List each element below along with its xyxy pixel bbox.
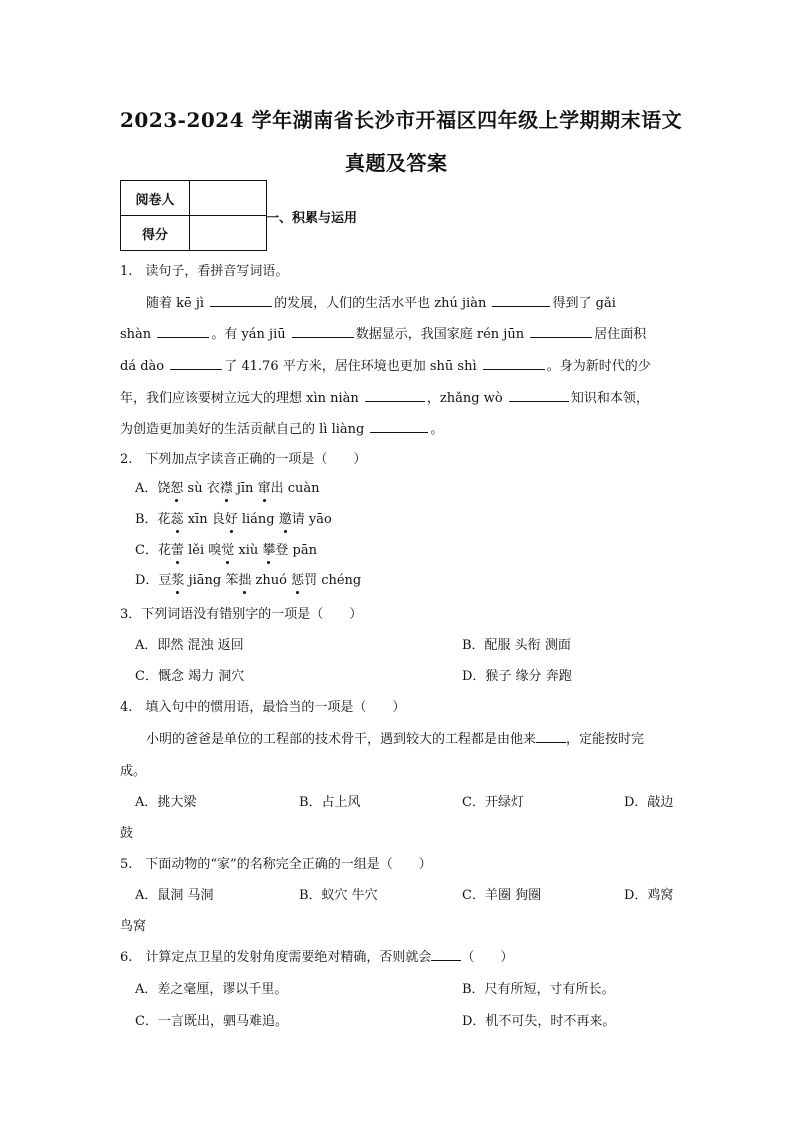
dotted-char: 浆 bbox=[171, 573, 185, 588]
q1-line-2 bbox=[120, 323, 646, 342]
answer-blank[interactable] bbox=[292, 325, 354, 338]
option-text: jīn bbox=[232, 481, 258, 496]
dotted-char: 拙 bbox=[238, 573, 252, 588]
option-text: 登 pān bbox=[275, 543, 317, 558]
q6-option-c[interactable]: C．一言既出，驷马难追。 bbox=[135, 1014, 288, 1029]
q4-option-c[interactable]: C．开绿灯 bbox=[462, 795, 524, 810]
q6-option-a[interactable]: A．差之毫厘，谬以千里。 bbox=[135, 982, 288, 997]
dotted-char: 蕾 bbox=[170, 543, 184, 558]
q5-option-d-continued: 鸟窝 bbox=[120, 919, 147, 934]
q2-option-a[interactable] bbox=[135, 477, 320, 496]
answer-blank[interactable] bbox=[536, 730, 566, 743]
q5-option-b[interactable]: B．蚁穴 牛穴 bbox=[299, 888, 378, 903]
answer-blank[interactable] bbox=[157, 325, 209, 338]
q1-text: 数据显示，我国家庭 rén jūn bbox=[355, 327, 529, 342]
q1-line-4 bbox=[120, 387, 649, 406]
q6-option-b[interactable]: B．尺有所短，寸有所长。 bbox=[462, 982, 615, 997]
reviewer-label: 阅卷人 bbox=[121, 181, 190, 216]
q1-text: 随着 kē jì bbox=[146, 296, 209, 311]
q5-option-c[interactable]: C．羊圈 狗圈 bbox=[462, 888, 542, 903]
option-text: 请 yāo bbox=[291, 512, 332, 527]
answer-blank[interactable] bbox=[530, 325, 592, 338]
option-text: 出 cuàn bbox=[270, 481, 320, 496]
option-text: zhuó bbox=[251, 573, 292, 588]
option-text: jiāng 笨 bbox=[184, 573, 239, 588]
q4-text: 小明的爸爸是单位的工程部的技术骨干，遇到较大的工程都是由他来 bbox=[146, 732, 537, 747]
question-2-stem: 2. 下列加点字读音正确的一项是（ ） bbox=[120, 452, 367, 467]
q1-text: 得到了 gǎi bbox=[552, 296, 616, 311]
q1-line-3 bbox=[120, 355, 651, 374]
dotted-char: 蕊 bbox=[170, 512, 184, 527]
answer-blank[interactable] bbox=[431, 948, 461, 961]
q5-option-d[interactable]: D．鸡窝 bbox=[624, 888, 674, 903]
q3-option-c[interactable]: C．慨念 竭力 洞穴 bbox=[135, 669, 245, 684]
option-text: D．豆 bbox=[135, 573, 172, 588]
q1-text: shàn bbox=[120, 327, 156, 342]
score-cell[interactable] bbox=[190, 216, 267, 251]
q1-text: 为创造更加美好的生活贡献自己的 lì liàng bbox=[120, 422, 369, 437]
dotted-char: 惩 bbox=[291, 573, 305, 588]
q3-option-b[interactable]: B．配服 头衔 测面 bbox=[462, 638, 571, 653]
q3-option-d[interactable]: D．猴子 缘分 奔跑 bbox=[462, 669, 572, 684]
question-3-stem: 3．下列词语没有错别字的一项是（ ） bbox=[120, 607, 363, 622]
dotted-char: 觉 bbox=[221, 543, 235, 558]
answer-blank[interactable] bbox=[509, 389, 569, 402]
answer-blank[interactable] bbox=[210, 294, 272, 307]
answer-blank[interactable] bbox=[170, 357, 222, 370]
q4-option-d-continued: 鼓 bbox=[120, 826, 134, 841]
q2-option-c[interactable] bbox=[135, 539, 317, 558]
q2-option-b[interactable] bbox=[135, 508, 332, 527]
dotted-char: 襟 bbox=[219, 481, 233, 496]
option-text: xiù bbox=[234, 543, 263, 558]
reviewer-cell[interactable] bbox=[190, 181, 267, 216]
answer-blank[interactable] bbox=[483, 357, 545, 370]
option-text: B．花 bbox=[135, 512, 171, 527]
q6-text: 6. 计算定点卫星的发射角度需要绝对精确，否则就会 bbox=[120, 950, 432, 965]
question-5-stem: 5. 下面动物的“家”的名称完全正确的一组是（ ） bbox=[120, 857, 432, 872]
option-text: 罚 chéng bbox=[304, 573, 362, 588]
question-1-stem: 1. 读句子，看拼音写词语。 bbox=[120, 264, 289, 279]
answer-blank[interactable] bbox=[492, 294, 550, 307]
q4-text-line-2: 成。 bbox=[120, 764, 147, 779]
score-label: 得分 bbox=[121, 216, 190, 251]
q6-option-d[interactable]: D．机不可失，时不再来。 bbox=[462, 1014, 616, 1029]
q6-text: （ ） bbox=[461, 950, 514, 965]
dotted-char: 窜 bbox=[257, 481, 271, 496]
option-text: lěi 嗅 bbox=[183, 543, 222, 558]
q4-text: ，定能按时完 bbox=[566, 732, 645, 747]
option-text: xīn 良 bbox=[183, 512, 225, 527]
dotted-char: 好 bbox=[224, 512, 238, 527]
option-text: C．花 bbox=[135, 543, 171, 558]
answer-blank[interactable] bbox=[370, 420, 428, 433]
option-text: A．饶 bbox=[135, 481, 171, 496]
q1-line-5 bbox=[120, 418, 444, 437]
q4-text-line-1 bbox=[146, 728, 644, 747]
q1-line-1 bbox=[146, 292, 616, 311]
q5-option-a[interactable]: A．鼠洞 马洞 bbox=[135, 888, 214, 903]
section-heading: 一、积累与运用 bbox=[266, 211, 358, 226]
score-table bbox=[120, 180, 267, 251]
q1-text: ，zhǎng wò bbox=[426, 391, 507, 406]
dotted-char: 邀 bbox=[278, 512, 292, 527]
q1-text: 。 bbox=[430, 422, 444, 437]
option-text: sù 衣 bbox=[183, 481, 220, 496]
page-title-line2: 真题及答案 bbox=[345, 151, 448, 175]
q1-text: 了 41.76 平方米，居住环境也更加 shū shì bbox=[224, 359, 481, 374]
q2-option-d[interactable] bbox=[135, 569, 361, 588]
q3-option-a[interactable]: A．即然 混浊 返回 bbox=[135, 638, 244, 653]
dotted-char: 攀 bbox=[262, 543, 276, 558]
option-text: liáng bbox=[237, 512, 279, 527]
page-title: 2023-2024 学年湖南省长沙市开福区四年级上学期期末语文 bbox=[120, 108, 683, 132]
q1-text: 居住面积 bbox=[594, 327, 647, 342]
q4-option-a[interactable]: A．挑大梁 bbox=[135, 795, 197, 810]
q1-text: 的发展，人们的生活水平也 zhú jiàn bbox=[274, 296, 491, 311]
q4-option-b[interactable]: B．占上风 bbox=[299, 795, 361, 810]
question-6-stem bbox=[120, 946, 513, 965]
dotted-char: 恕 bbox=[170, 481, 184, 496]
q4-option-d[interactable]: D．敲边 bbox=[624, 795, 674, 810]
answer-blank[interactable] bbox=[365, 389, 425, 402]
q1-text: 。身为新时代的少 bbox=[546, 359, 651, 374]
q1-text: dá dào bbox=[120, 359, 169, 374]
q1-text: 年，我们应该要树立远大的理想 xìn niàn bbox=[120, 391, 363, 406]
q1-text: 。有 yán jiū bbox=[211, 327, 290, 342]
question-4-stem: 4. 填入句中的惯用语，最恰当的一项是（ ） bbox=[120, 700, 406, 715]
q1-text: 知识和本领， bbox=[570, 391, 649, 406]
